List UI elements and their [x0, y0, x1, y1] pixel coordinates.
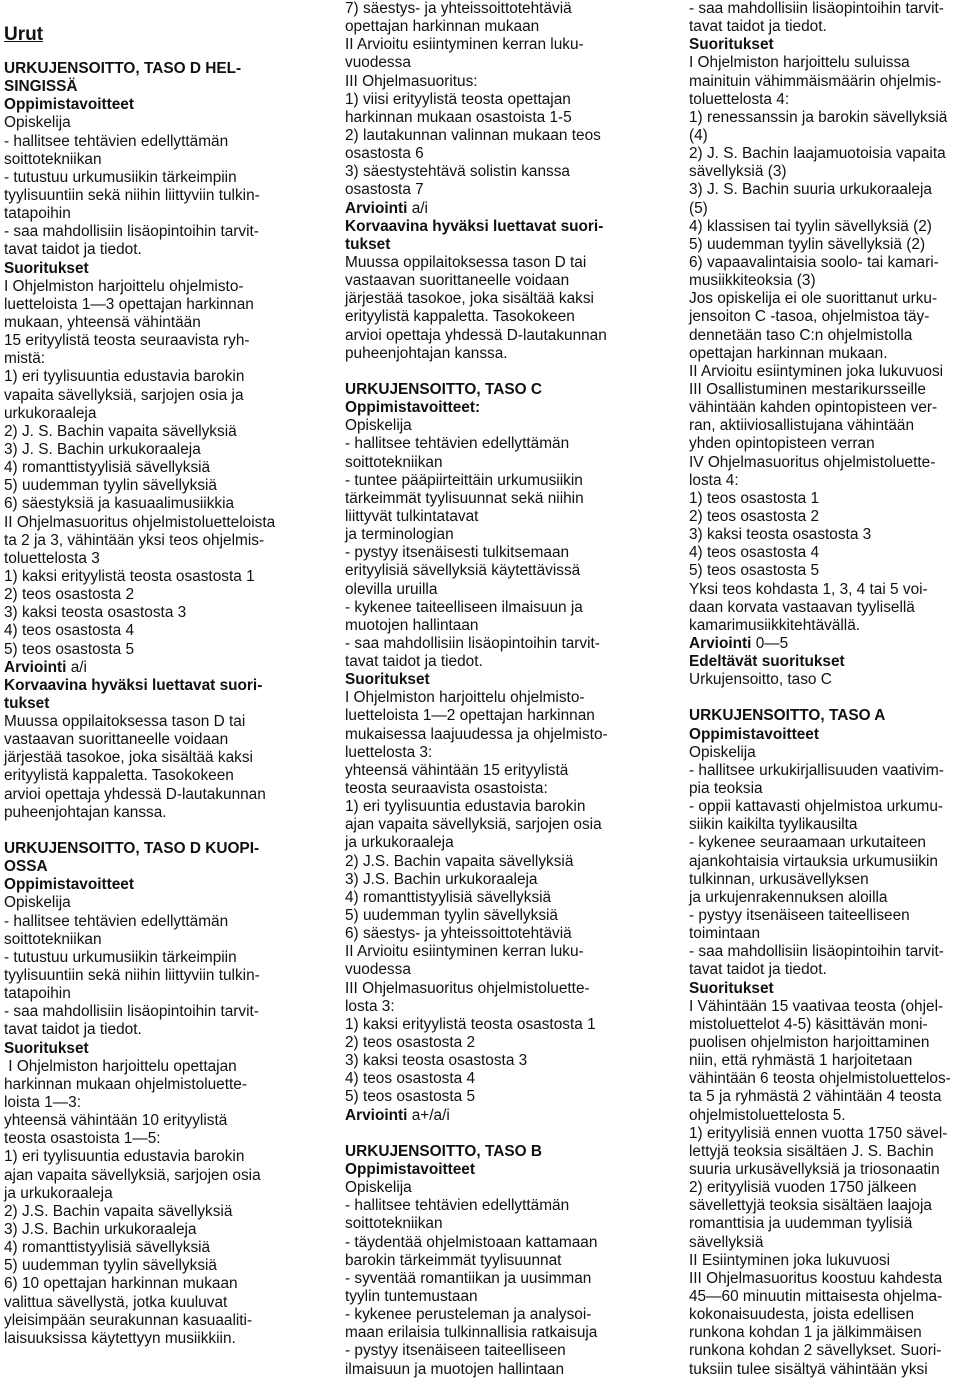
text-line: luetteloista 1—3 opettajan harkinnan: [4, 295, 254, 313]
heading-line: URKUJENSOITTO, TASO D HEL-: [4, 60, 242, 77]
text-line: - tutustuu urkumusiikin tärkeimpiin: [4, 948, 237, 966]
text-line: teosta seuraavista osastoista:: [345, 780, 548, 798]
value-text: a/i: [66, 658, 87, 676]
text-line: 5) teos osastosta 5: [345, 1088, 476, 1106]
text-line: yhden opintopisteen verran: [689, 435, 875, 453]
text-line: II Arvioitu esiintyminen kerran luku-: [345, 943, 584, 961]
column-body: [689, 0, 959, 1379]
text-line: toluettelosta 4:: [689, 90, 790, 108]
text-line: 1) erityylisiä ennen vuotta 1750 sävel-: [689, 1124, 948, 1142]
text-line: 4) romanttistyylisiä sävellyksiä: [4, 459, 211, 477]
text-line: muotojen hallintaan: [345, 616, 479, 634]
text-line: Urkujensoitto, taso C: [689, 671, 832, 689]
text-line: - hallitsee tehtävien edellyttämän: [4, 132, 229, 150]
text-line: Opiskelija: [345, 417, 412, 435]
heading-line: URKUJENSOITTO, TASO B: [345, 1142, 542, 1160]
text-line: 5) uudemman tyylin sävellyksiä: [4, 1257, 217, 1275]
text-line: Opiskelija: [4, 114, 71, 132]
text-line: tavat taidot ja tiedot.: [4, 1021, 142, 1039]
text-line: 5) uudemman tyylin sävellyksiä: [4, 477, 217, 495]
column-body: [345, 0, 630, 1379]
text-line: - pystyy itsenäiseen taiteelliseen: [345, 1342, 566, 1360]
text-line: ajankohtaisia virtauksia urkumusiikin: [689, 852, 938, 870]
text-line: [4, 822, 284, 840]
text-line: vähintään kahden opintopisteen ver-: [689, 399, 938, 417]
text-line: II Arvioitu esiintyminen joka lukuvuosi: [689, 362, 944, 380]
text-line: runkona kohdan 2 sävellykset. Suori-: [689, 1342, 942, 1360]
text-line: pia teoksia: [689, 780, 763, 798]
label-text: Arviointi: [345, 199, 408, 217]
text-line: olevilla uruilla: [345, 580, 438, 598]
text-line: - hallitsee tehtävien edellyttämän: [4, 912, 229, 930]
text-column-middle: [345, 0, 630, 1379]
text-line: [345, 1125, 630, 1143]
text-line: II Esiintyminen joka lukuvuosi: [689, 1251, 891, 1269]
text-line: 5) teos osastosta 5: [4, 640, 135, 658]
text-line: 2) teos osastosta 2: [4, 586, 135, 604]
text-line: - kykenee taiteelliseen ilmaisuun ja: [345, 598, 583, 616]
text-line: vuodessa: [345, 961, 411, 979]
text-line: vuodessa: [345, 54, 411, 72]
text-line: kamarimusiikkitehtävällä.: [689, 616, 861, 634]
text-line: tyylisuuntiin sekä niihin liittyviin tulkin-: [4, 186, 260, 204]
text-line: 5) uudemman tyylin sävellyksiä (2): [689, 235, 926, 253]
text-line: 6) säestyksiä ja kasuaalimusiikkia: [4, 495, 235, 513]
heading-line: tukset: [4, 694, 50, 712]
heading-line: Suoritukset: [4, 1039, 89, 1057]
text-line: III Ohjelmasuoritus ohjelmistoluette-: [345, 979, 590, 997]
text-line: 1) eri tyylisuuntia edustavia barokin: [4, 368, 245, 386]
text-line: urkukoraaleja: [4, 404, 97, 422]
text-line: yhteensä vähintään 15 erityylistä: [345, 761, 569, 779]
text-line: 3) J. S. Bachin urkukoraaleja: [4, 440, 201, 458]
value-text: a+/a/i: [407, 1106, 450, 1124]
text-line: soittotekniikan: [4, 930, 102, 948]
text-line: ja urkukoraaleja: [4, 1184, 113, 1202]
text-line: soittotekniikan: [345, 453, 443, 471]
text-line: 5) uudemman tyylin sävellyksiä: [345, 907, 558, 925]
text-line: 2) teos osastosta 2: [345, 1034, 476, 1052]
text-line: valittua sävellystä, jotka kuuluvat: [4, 1293, 228, 1311]
text-line: tatapoihin: [4, 205, 71, 223]
text-line: barokin tärkeimmät tyylisuunnat: [345, 1251, 562, 1269]
text-line: ilmaisuun ja muotojen hallintaan: [345, 1360, 565, 1378]
text-line: - tuntee pääpiirteittäin urkumusiikin: [345, 471, 583, 489]
text-line: 4) romanttistyylisiä sävellyksiä: [4, 1239, 211, 1257]
heading-line: Suoritukset: [345, 671, 430, 689]
text-line: loista 1—3:: [4, 1094, 81, 1112]
text-line: - hallitsee tehtävien edellyttämän: [345, 1197, 570, 1215]
label-text: Arviointi: [4, 658, 67, 676]
text-line: puolisen ohjelmiston harjoittaminen: [689, 1034, 930, 1052]
text-line: - hallitsee tehtävien edellyttämän: [345, 435, 570, 453]
text-line: yhteensä vähintään 10 erityylistä: [4, 1112, 228, 1130]
text-line: - saa mahdollisiin lisäopintoihin tarvit-: [689, 943, 944, 961]
text-line: tavat taidot ja tiedot.: [689, 961, 827, 979]
text-line: tuksiin tulee sisältyä vähintään yksi: [689, 1360, 928, 1378]
page-title: Urut: [4, 24, 44, 45]
text-line: III Ohjelmasuoritus koostuu kahdesta: [689, 1269, 943, 1287]
heading-line: [345, 200, 630, 218]
text-line: 2) J.S. Bachin vapaita sävellyksiä: [345, 852, 574, 870]
text-line: arvioi opettaja yhdessä D-lautakunnan: [4, 785, 266, 803]
text-line: II Ohjelmasuoritus ohjelmistoluetteloistа: [4, 513, 276, 531]
heading-line: Oppimistavoitteet:: [345, 399, 481, 417]
text-line: losta 3:: [345, 997, 395, 1015]
text-line: osastosta 7: [345, 181, 424, 199]
text-line: - pystyy itsenäisesti tulkitsemaan: [345, 544, 570, 562]
text-line: soittotekniikan: [4, 150, 102, 168]
text-line: 1) viisi erityylistä teosta opettajan: [345, 90, 571, 108]
text-line: 6) 10 opettajan harkinnan mukaan: [4, 1275, 238, 1293]
heading-line: URKUJENSOITTO, TASO D KUOPI-: [4, 840, 260, 858]
text-line: ta 2 ja 3, vähintään yksi teos ohjelmis-: [4, 531, 265, 549]
text-line: 4) klassisen tai tyylin sävellyksiä (2): [689, 217, 932, 235]
text-line: - oppii kattavasti ohjelmistoa urkumu-: [689, 798, 944, 816]
heading-line: Suoritukset: [689, 36, 774, 54]
text-line: 3) kaksi teosta osastosta 3: [689, 526, 872, 544]
text-line: vapaita sävellyksiä, sarjojen osia ja: [4, 386, 244, 404]
text-line: 2) erityylisiä vuoden 1750 jälkeen: [689, 1179, 917, 1197]
text-line: 1) eri tyylisuuntia edustavia barokin: [4, 1148, 245, 1166]
text-line: vastaavan suorittaneelle voidaan: [4, 731, 229, 749]
text-line: erityylistä kappaletta. Tasokokeen: [4, 767, 234, 785]
text-line: 1) teos osastosta 1: [689, 489, 820, 507]
text-line: laisuuksissa käytettyyn musiikkiin.: [4, 1329, 236, 1347]
text-line: - kykenee seuraamaan urkutaiteen: [689, 834, 926, 852]
text-line: luettelosta 3:: [345, 743, 433, 761]
text-line: 1) renessanssin ja barokin sävellyksiä: [689, 108, 948, 126]
text-line: ran, aktiiviosallistujana vähintään: [689, 417, 915, 435]
label-text: Arviointi: [345, 1106, 408, 1124]
label-text: Arviointi: [689, 634, 752, 652]
text-line: ajan vapaita sävellyksiä, sarjojen osia: [345, 816, 602, 834]
text-line: 7) säestys- ja yhteissoittotehtäviä: [345, 0, 572, 17]
text-line: sävellettyjä teoksia sisältäen laajoja: [689, 1197, 932, 1215]
text-line: järjestää tasokoe, joka sisältää kaksi: [4, 749, 253, 767]
text-column-left: [4, 0, 284, 1348]
text-line: soittotekniikan: [345, 1215, 443, 1233]
text-line: musiikkiteoksia (3): [689, 272, 816, 290]
value-text: 0—5: [751, 634, 789, 652]
text-line: toimintaan: [689, 925, 761, 943]
text-line: lettyjä teoksia sisältäen J. S. Bachin: [689, 1142, 934, 1160]
text-line: jensoiton C -tasoa, ohjelmistoa täy-: [689, 308, 930, 326]
text-line: tulkinnan, urkusävellyksen: [689, 870, 869, 888]
text-line: 5) teos osastosta 5: [689, 562, 820, 580]
text-line: - kykenee perusteleman ja analysoi-: [345, 1306, 592, 1324]
text-line: 2) J.S. Bachin vapaita sävellyksiä: [4, 1202, 233, 1220]
text-line: - pystyy itsenäiseen taiteelliseen: [689, 907, 910, 925]
heading-line: Suoritukset: [689, 979, 774, 997]
text-line: tavat taidot ja tiedot.: [4, 241, 142, 259]
text-line: erityylistä kappaletta. Tasokokeen: [345, 308, 575, 326]
text-line: I Ohjelmiston harjoittelu ohjelmisto-: [345, 689, 585, 707]
text-line: maan erilaisia tulkinnallisia ratkaisuja: [345, 1324, 598, 1342]
text-line: 1) kaksi erityylistä teosta osastosta 1: [345, 1015, 596, 1033]
heading-line: [4, 659, 284, 677]
text-line: tyylin tuntemustaan: [345, 1287, 478, 1305]
text-line: harkinnan mukaan ohjelmistoluette-: [4, 1075, 247, 1093]
text-line: niin, että ryhmästä 1 harjoitetaan: [689, 1052, 913, 1070]
text-line: yleisimpään seurakunnan kasuaaliti-: [4, 1311, 253, 1329]
text-line: puheenjohtajan kanssa.: [345, 344, 508, 362]
text-line: 4) teos osastosta 4: [4, 622, 135, 640]
text-line: romanttisia ja uudemman tyylisiä: [689, 1215, 913, 1233]
text-line: daan korvata vastaavan tyylisellä: [689, 598, 915, 616]
text-line: 6) vapaavalintaisia soolo- tai kamari-: [689, 253, 939, 271]
text-line: tatapoihin: [4, 985, 71, 1003]
text-line: suuria urkusävellyksiä ja triosonaatin: [689, 1161, 940, 1178]
heading-line: URKUJENSOITTO, TASO A: [689, 707, 886, 725]
text-line: erityylisiä sävellyksiä käytettävissä: [345, 562, 581, 580]
text-line: harkinnan mukaan osastoista 1-5: [345, 108, 572, 126]
text-line: 3) kaksi teosta osastosta 3: [345, 1052, 528, 1070]
heading-line: Korvaavina hyväksi luettavat suori-: [4, 676, 263, 694]
text-line: tavat taidot ja tiedot.: [345, 653, 483, 671]
heading-line: [345, 1107, 630, 1125]
text-line: tärkeimmät tyylisuunnat sekä niihin: [345, 489, 584, 507]
text-line: ohjelmistoluettelosta 5.: [689, 1106, 846, 1124]
text-line: tavat taidot ja tiedot.: [689, 18, 827, 36]
text-line: Opiskelija: [689, 743, 756, 761]
text-line: 4) romanttistyylisiä sävellyksiä: [345, 888, 552, 906]
text-line: - syventää romantiikan ja uusimman: [345, 1269, 592, 1287]
text-line: ta 5 ja ryhmästä 2 vähintään 4 teosta: [689, 1088, 942, 1106]
text-line: Opiskelija: [345, 1179, 412, 1197]
text-line: osastosta 6: [345, 145, 424, 163]
text-line: Opiskelija: [4, 894, 71, 912]
text-line: 3) säestystehtävä solistin kanssa: [345, 163, 570, 181]
text-line: vähintään 6 teosta ohjelmistoluettelos-: [689, 1070, 951, 1088]
text-line: 2) J. S. Bachin laajamuotoisia vapaita: [689, 145, 946, 163]
heading-line: Oppimistavoitteet: [4, 96, 134, 114]
text-line: 3) J.S. Bachin urkukoraaleja: [345, 870, 538, 888]
heading-line: [689, 635, 959, 653]
text-line: - hallitsee urkukirjallisuuden vaativim-: [689, 761, 944, 779]
text-line: siikin kaikilta tyylikausilta: [689, 816, 858, 834]
text-line: [345, 363, 630, 381]
text-line: IV Ohjelmasuoritus ohjelmistoluette-: [689, 453, 936, 471]
text-line: I Vähintään 15 vaativaa teosta (ohjel-: [689, 997, 944, 1015]
text-line: 6) säestys- ja yhteissoittotehtäviä: [345, 925, 572, 943]
text-line: teosta osastoista 1—5:: [4, 1130, 161, 1148]
text-line: - saa mahdollisiin lisäopintoihin tarvit-: [4, 223, 259, 241]
text-line: Jos opiskelija ei ole suorittanut urku-: [689, 290, 938, 308]
heading-line: tukset: [345, 235, 391, 253]
text-line: 45—60 minuutin mittaisesta ohjelma-: [689, 1287, 943, 1305]
text-line: Yksi teos kohdasta 1, 3, 4 tai 5 voi-: [689, 580, 928, 598]
text-line: - tutustuu urkumusiikin tärkeimpiin: [4, 168, 237, 186]
text-line: (5): [689, 199, 708, 217]
text-line: dennetään taso C:n ohjelmistolla: [689, 326, 913, 344]
text-line: 4) teos osastosta 4: [689, 544, 820, 562]
text-line: III Ohjelmasuoritus:: [345, 72, 478, 90]
text-line: toluettelosta 3: [4, 549, 100, 567]
text-line: 3) J.S. Bachin urkukoraaleja: [4, 1221, 197, 1238]
text-line: ja urkukoraaleja: [345, 834, 454, 852]
column-body: [4, 60, 284, 1348]
text-line: mistoluettelot 4-5) käsittävän moni-: [689, 1015, 928, 1033]
text-line: 3) J. S. Bachin suuria urkukoraaleja: [689, 181, 932, 199]
text-line: runkona kohdan 1 ja jälkimmäisen: [689, 1324, 922, 1342]
text-line: I Ohjelmiston harjoittelu suluissa: [689, 54, 910, 72]
heading-line: SINGISSÄ: [4, 78, 78, 96]
text-line: liittyvät tulkintatavat: [345, 507, 479, 525]
text-line: sävellyksiä (3): [689, 163, 787, 181]
heading-line: Korvaavina hyväksi luettavat suori-: [345, 217, 604, 235]
text-line: arvioi opettaja yhdessä D-lautakunnan: [345, 326, 607, 344]
text-line: III Osallistuminen mestarikursseille: [689, 380, 926, 398]
text-column-right: [689, 0, 959, 1379]
text-line: kokonaisuudesta, joista edellisen: [689, 1306, 915, 1324]
heading-line: Oppimistavoitteet: [345, 1161, 475, 1178]
text-line: mukaan, yhteensä vähintään: [4, 313, 201, 331]
heading-line: Suoritukset: [4, 259, 89, 277]
text-line: 1) kaksi erityylistä teosta osastosta 1: [4, 567, 255, 585]
text-line: - täydentää ohjelmistoaan kattamaan: [345, 1233, 598, 1251]
text-line: 2) J. S. Bachin vapaita sävellyksiä: [4, 422, 237, 440]
text-line: puheenjohtajan kanssa.: [4, 803, 167, 821]
text-line: II Arvioitu esiintyminen kerran luku-: [345, 36, 584, 54]
text-line: ja urkujenrakennuksen aloilla: [689, 888, 888, 906]
text-line: I Ohjelmiston harjoittelu opettajan: [4, 1057, 237, 1075]
text-line: järjestää tasokoe, joka sisältää kaksi: [345, 290, 594, 308]
text-line: opettajan harkinnan mukaan: [345, 18, 540, 36]
text-line: losta 4:: [689, 471, 739, 489]
text-line: luetteloista 1—2 opettajan harkinnan: [345, 707, 595, 725]
text-line: - saa mahdollisiin lisäopintoihin tarvit-: [345, 634, 600, 652]
heading-line: URKUJENSOITTO, TASO C: [345, 380, 542, 398]
text-line: - saa mahdollisiin lisäopintoihin tarvit-: [689, 0, 944, 17]
text-line: 2) teos osastosta 2: [689, 507, 820, 525]
text-line: mistä:: [4, 350, 46, 368]
text-line: 4) teos osastosta 4: [345, 1070, 476, 1088]
text-line: (4): [689, 126, 708, 144]
text-line: mainituin vähimmäismäärin ohjelmis-: [689, 72, 942, 90]
value-text: a/i: [407, 199, 428, 217]
text-line: opettajan harkinnan mukaan.: [689, 344, 888, 362]
text-line: Muussa oppilaitoksessa tason D tai: [345, 253, 587, 271]
text-line: 1) eri tyylisuuntia edustavia barokin: [345, 798, 586, 816]
heading-line: Oppimistavoitteet: [689, 725, 819, 743]
text-line: 3) kaksi teosta osastosta 3: [4, 604, 187, 622]
heading-line: OSSA: [4, 858, 48, 876]
text-line: ajan vapaita sävellyksiä, sarjojen osia: [4, 1166, 261, 1184]
text-line: sävellyksiä: [689, 1233, 764, 1251]
text-line: - saa mahdollisiin lisäopintoihin tarvit-: [4, 1003, 259, 1021]
heading-line: Oppimistavoitteet: [4, 876, 134, 894]
text-line: 2) lautakunnan valinnan mukaan teos: [345, 126, 601, 144]
text-line: tyylisuuntiin sekä niihin liittyviin tulkin-: [4, 967, 260, 985]
text-line: 15 erityylistä teosta seuraavista ryh-: [4, 332, 250, 350]
text-line: ja terminologian: [345, 526, 454, 544]
text-line: I Ohjelmiston harjoittelu ohjelmisto-: [4, 277, 244, 295]
text-line: Muussa oppilaitoksessa tason D tai: [4, 713, 246, 731]
heading-line: Edeltävät suoritukset: [689, 653, 845, 671]
text-line: [689, 689, 959, 707]
text-line: mukaisessa laajuudessa ja ohjelmisto-: [345, 725, 608, 743]
text-line: vastaavan suorittaneelle voidaan: [345, 272, 570, 290]
